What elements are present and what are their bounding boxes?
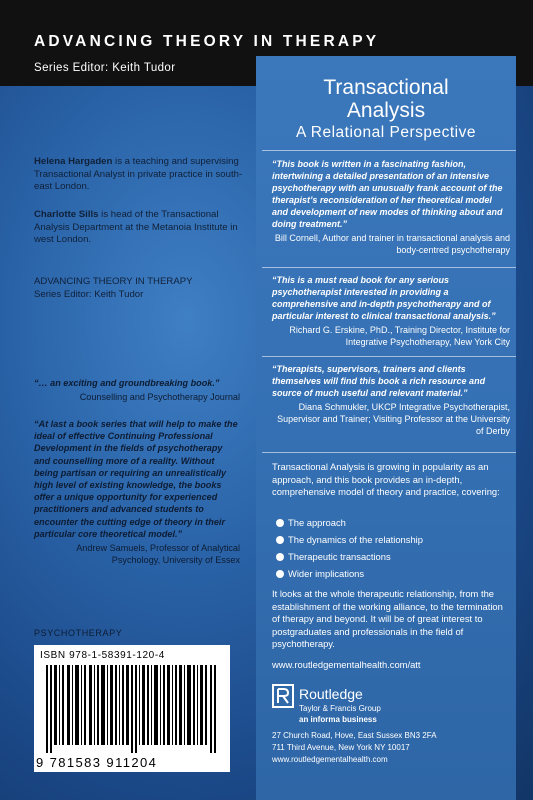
endorsement	[34, 418, 240, 566]
divider	[262, 150, 516, 151]
series-info-editor: Series Editor: Keith Tudor	[34, 288, 144, 300]
review-quote-text: “This book is written in a fascinating fashion, intertwining a detailed presentation of an intensive psychotherapy with an unusually frank account of the therapist’s reconsideration of her theoretical model and development of new modes of thinking about and doing treatment.”	[272, 159, 503, 229]
book-subtitle: A Relational Perspective	[295, 124, 476, 141]
bullet-label: Therapeutic transactions	[288, 551, 391, 562]
endorsement-text: “… an exciting and groundbreaking book.”	[34, 378, 220, 388]
barcode-image	[46, 665, 222, 753]
isbn-text: ISBN 978-1-58391-120-4	[40, 650, 165, 661]
review-quote-text: “This is a must read book for any serious psychotherapist interested in providing a comprehensive and in-depth psychotherapy and of particular interest to clinical transactional analysis.”	[272, 275, 496, 321]
endorsement	[34, 377, 240, 403]
endorsement-text: “At last a book series that will help to make the ideal of effective Continuing Professional Development in the fields of psychotherapy and counselling more of a reality. Without being partisan or requiring an unrealistically high level of existing knowledge, the books offer a unique opportunity for experienced practitioners and advanced students to encounter the cutting edge of theory in their particular core theoretical model.”	[34, 419, 238, 539]
book-title-line2: Analysis	[346, 99, 426, 122]
bullet-label: Wider implications	[288, 568, 365, 579]
bullet-label: The dynamics of the relationship	[288, 534, 423, 545]
bullet-item	[276, 517, 346, 528]
category-label: PSYCHOTHERAPY	[34, 628, 123, 638]
bullet-icon	[276, 519, 284, 527]
book-title-line1: Transactional	[323, 76, 449, 99]
series-title: ADVANCING THEORY IN THERAPY	[34, 33, 380, 50]
review-quote-text: “Therapists, supervisors, trainers and clients themselves will find this book a rich resource and source of much useful and relevant material.”	[272, 364, 486, 398]
bullet-icon	[276, 570, 284, 578]
barcode-number: 9 781583 911204	[36, 755, 158, 770]
publisher-tagline: an informa business	[299, 715, 377, 724]
author-bio	[34, 156, 246, 194]
series-info	[34, 276, 246, 301]
description-closing: It looks at the whole therapeutic relationship, from the establishment of the working alliance, to the termination of therapy and beyond. It will be of great interest to postgraduates and professionals in the field of psychotherapy.	[272, 588, 503, 650]
review-quote	[272, 274, 510, 348]
endorsement-source: Andrew Samuels, Professor of Analytical Psychology, University of Essex	[76, 543, 240, 566]
review-attribution: Richard G. Erskine, PhD., Training Director, Institute for Integrative Psychotherapy, New York City	[289, 325, 510, 347]
barcode-box	[34, 645, 230, 772]
review-attribution: Bill Cornell, Author and trainer in transactional analysis and body-centred psychotherapy	[274, 233, 510, 255]
divider	[262, 356, 516, 357]
review-quote	[272, 158, 510, 256]
divider	[262, 452, 516, 453]
author-bio-text: is a teaching and supervising Transactional Analyst in private practice in south-east London.	[34, 156, 243, 193]
bullet-item	[276, 568, 364, 579]
bullet-item	[276, 534, 423, 545]
website-url: www.routledgementalhealth.com/att	[272, 659, 421, 670]
series-editor: Series Editor: Keith Tudor	[34, 62, 176, 74]
author-name: Charlotte Sills	[34, 209, 99, 220]
publisher-address: 27 Church Road, Hove, East Sussex BN3 2FA	[272, 731, 437, 740]
publisher-website: www.routledgementalhealth.com	[272, 755, 388, 764]
review-attribution: Diana Schmukler, UKCP Integrative Psychotherapist, Supervisor and Trainer; Visiting Professor at the University of Derby	[277, 402, 510, 436]
bullet-item	[276, 551, 391, 562]
publisher-address: 711 Third Avenue, New York NY 10017	[272, 743, 410, 752]
author-bio	[34, 209, 246, 247]
divider	[262, 267, 516, 268]
series-info-title: ADVANCING THEORY IN THERAPY	[34, 276, 193, 287]
bullet-icon	[276, 536, 284, 544]
author-bio-text: is head of the Transactional Analysis Department at the Metanoia Institute in west London.	[34, 209, 238, 246]
endorsement-source: Counselling and Psychotherapy Journal	[79, 392, 240, 403]
routledge-logo-icon	[272, 684, 294, 708]
book-title	[256, 76, 516, 122]
bullet-icon	[276, 553, 284, 561]
description-intro: Transactional Analysis is growing in popularity as an approach, and this book provides an in-depth, comprehensive model of theory and practice, covering:	[272, 461, 500, 498]
bullet-label: The approach	[288, 517, 346, 528]
publisher-name: Routledge	[299, 686, 363, 702]
publisher-group: Taylor & Francis Group	[299, 704, 381, 713]
author-name: Helena Hargaden	[34, 156, 113, 167]
review-quote	[272, 363, 510, 437]
